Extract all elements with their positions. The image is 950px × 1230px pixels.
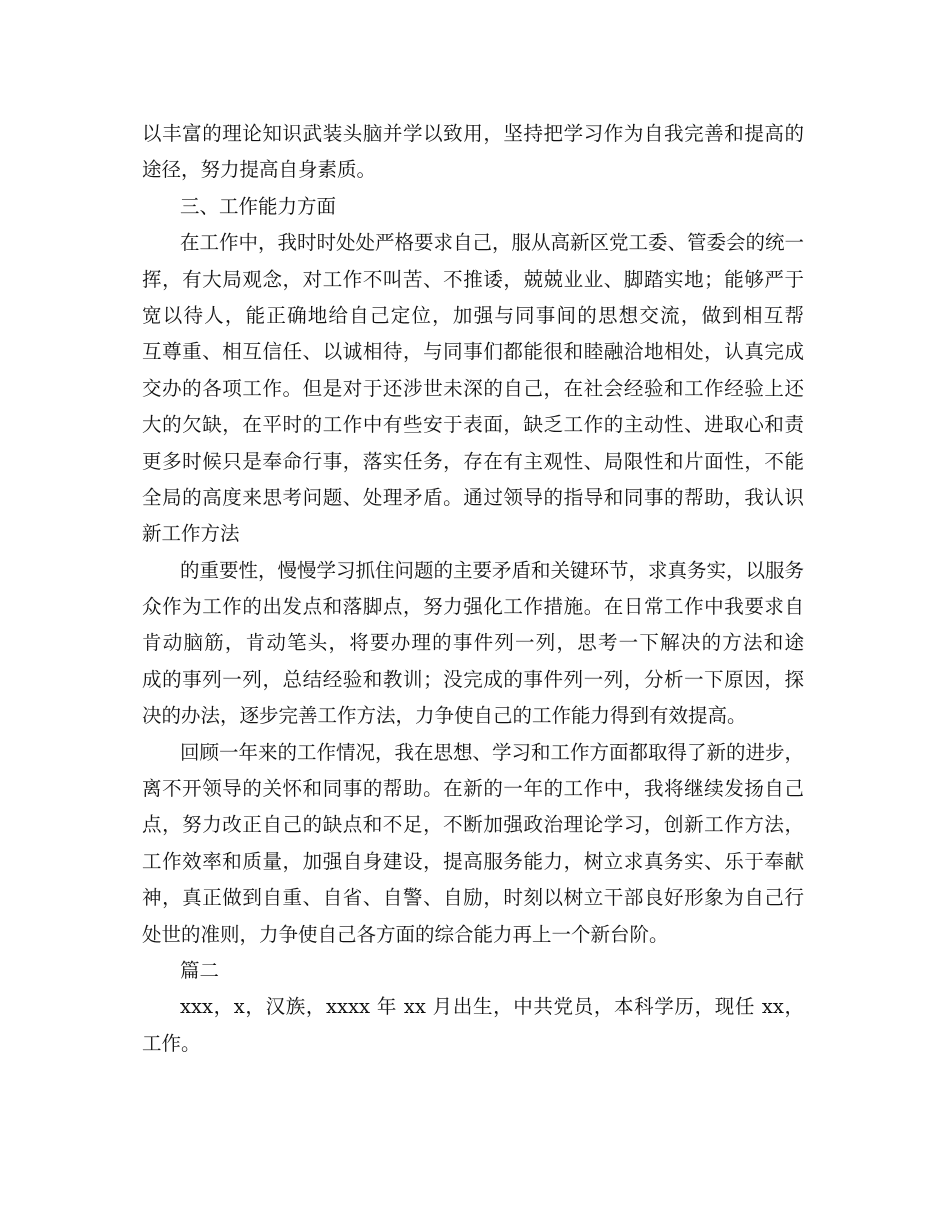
- text-line: 以丰富的理论知识武装头脑并学以致用，坚持把学习作为自我完善和提高的: [142, 122, 804, 145]
- text-line: 工作效率和质量，加强自身建设，提高服务能力，树立求真务实、乐于奉献: [142, 849, 804, 873]
- text-line: 成的事列一列，总结经验和教训；没完成的事件列一列，分析一下原因，探: [142, 667, 804, 691]
- text-line: 离不开领导的关怀和同事的帮助。在新的一年的工作中，我将继续发扬自己: [142, 777, 804, 801]
- text-line: 大的欠缺，在平时的工作中有些安于表面，缺乏工作的主动性、进取心和责: [142, 413, 804, 437]
- paragraph-profile: [142, 989, 804, 1062]
- text-line: 挥，有大局观念，对工作不叫苦、不推诿，兢兢业业、脚踏实地；能够严于: [142, 267, 804, 291]
- paragraph-review: [142, 735, 804, 953]
- document-page: [142, 116, 804, 1062]
- text-line: 在工作中，我时时处处严格要求自己，服从高新区党工委、管委会的统一: [180, 231, 804, 255]
- text-line: 决的办法，逐步完善工作方法，力争使自己的工作能力得到有效提高。: [142, 704, 747, 728]
- text-line: 三、工作能力方面: [180, 194, 337, 218]
- text-line: 宽以待人，能正确地给自己定位，加强与同事间的思想交流，做到相互帮: [142, 303, 804, 327]
- text-line: 途径，努力提高自身素质。: [142, 158, 377, 182]
- text-line: 互尊重、相互信任、以诚相待，与同事们都能很和睦融洽地相处，认真完成: [142, 340, 804, 364]
- text-line: 工作。: [142, 1031, 201, 1055]
- text-line: 篇二: [180, 958, 220, 982]
- paragraph-method: [142, 553, 804, 735]
- paragraph-work-ability: [142, 225, 804, 553]
- text-line: 处世的准则，力争使自己各方面的综合能力再上一个新台阶。: [142, 922, 669, 946]
- text-line: 肯动脑筋，肯动笔头，将要办理的事件列一列，思考一下解决的方法和途: [142, 631, 804, 655]
- text-line: 回顾一年来的工作情况，我在思想、学习和工作方面都取得了新的进步，: [180, 740, 804, 764]
- text-line: 全局的高度来思考问题、处理矛盾。通过领导的指导和同事的帮助，我认识: [142, 485, 804, 509]
- text-line: 点，努力改正自己的缺点和不足，不断加强政治理论学习，创新工作方法，: [142, 813, 804, 837]
- paragraph-study-end: [142, 116, 804, 189]
- paragraph-heading-3: [142, 189, 804, 225]
- text-line: 众作为工作的出发点和落脚点，努力强化工作措施。在日常工作中我要求自: [142, 595, 804, 619]
- text-line: 的重要性，慢慢学习抓住问题的主要矛盾和关键环节，求真务实，以服务: [180, 558, 804, 582]
- text-line: 交办的各项工作。但是对于还涉世未深的自己，在社会经验和工作经验上还: [142, 376, 804, 400]
- text-line: 神，真正做到自重、自省、自警、自励，时刻以树立干部良好形象为自己行: [142, 886, 804, 910]
- text-line: 新工作方法: [142, 522, 240, 546]
- text-line: xxx，x，汉族，xxxx 年 xx 月出生，中共党员，本科学历，现任 xx，: [180, 995, 804, 1019]
- paragraph-part-two: [142, 953, 804, 989]
- text-line: 更多时候只是奉命行事，落实任务，存在有主观性、局限性和片面性，不能: [142, 449, 804, 473]
